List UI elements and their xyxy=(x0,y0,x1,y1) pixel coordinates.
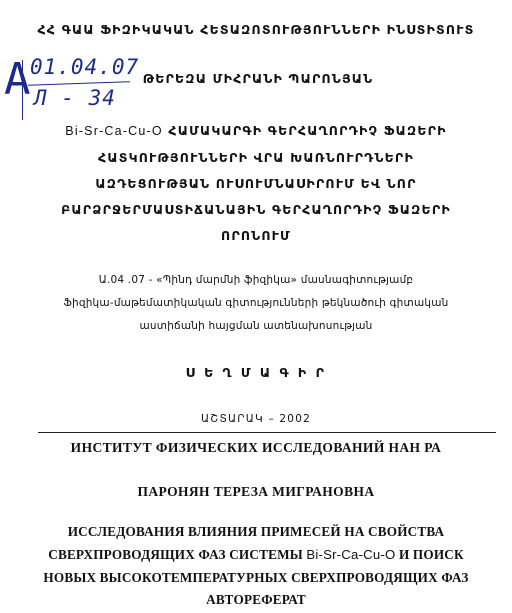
city-year-hy: ԱՇՏԱՐԱԿ – 2002 xyxy=(201,413,311,425)
title-ru-line-2 xyxy=(0,547,512,563)
author-name-hy: ԹԵՐԵԶԱ ՄԻՀՐԱՆԻ ՊԱՐՈՆՅԱՆ xyxy=(142,71,374,86)
title-hy-line-1 xyxy=(0,123,512,138)
specialty-hy-line-2: Ֆիզիկա-մաթեմատիկական գիտությունների թեկնածուի գիտական xyxy=(63,297,449,309)
title-ru-line-1: ИССЛЕДОВАНИЯ ВЛИЯНИЯ ПРИМЕСЕЙ НА СВОЙСТВА xyxy=(67,524,445,539)
specialty-hy-line-1: Ա.04 .07 - «Պինդ մարմնի ֆիզիկա» մասնագիտությամբ xyxy=(98,274,414,286)
title-hy-line-1-text: ՀԱՄԱԿԱՐԳԻ ԳԵՐՀԱՂՈՐԴԻՉ ՖԱԶԵՐԻ xyxy=(162,123,447,138)
separator-rule xyxy=(38,432,496,433)
title-hy-line-2: ՀԱՏԿՈՒԹՅՈՒՆՆԵՐԻ ՎՐԱ ԽԱՌՆՈՒՐԴՆԵՐԻ xyxy=(98,150,414,165)
title-hy-system-formula: Bi-Sr-Ca-Cu-O xyxy=(65,124,163,138)
title-hy-line-3: ԱԶԴԵՑՈՒԹՅԱՆ ՈՒՍՈՒՄՆԱՍԻՐՈՒՄ ԵՎ ՆՈՐ xyxy=(95,176,417,191)
annotation-date: 01.04.07 xyxy=(30,55,140,79)
title-ru-line-2-b: И ПОИСК xyxy=(395,547,464,562)
abstract-label-ru: АВТОРЕФЕРАТ xyxy=(206,592,306,607)
specialty-hy-line-3: աստիճանի հայցման ատենախոսության xyxy=(139,320,373,332)
abstract-label-hy: Ս Ե Ղ Մ Ա Գ Ի Ր xyxy=(185,365,327,380)
annotation-letter: A xyxy=(4,54,31,105)
title-hy-line-4: ԲԱՐՁՐՋԵՐՄԱՍՏԻՃԱՆԱՅԻՆ ԳԵՐՀԱՂՈՐԴԻՉ ՖԱԶԵՐԻ xyxy=(61,202,451,217)
author-name-ru: ПАРОНЯН ТЕРЕЗА МИГРАНОВНА xyxy=(137,484,375,499)
annotation-bracket xyxy=(22,60,23,120)
title-ru-system-formula: Bi-Sr-Ca-Cu-O xyxy=(306,547,396,562)
annotation-code: Л - 34 xyxy=(34,86,116,110)
institute-title-ru: ИНСТИТУТ ФИЗИЧЕСКИХ ИССЛЕДОВАНИЙ НАН РА xyxy=(70,440,442,455)
title-ru-line-2-a: СВЕРХПРОВОДЯЩИХ ФАЗ СИСТЕМЫ xyxy=(48,547,307,562)
title-hy-line-5: ՈՐՈՆՈՒՄ xyxy=(220,228,291,243)
title-ru-line-3: НОВЫХ ВЫСОКОТЕМПЕРАТУРНЫХ СВЕРХПРОВОДЯЩИХ ФАЗ xyxy=(43,570,469,585)
institute-title-hy: ՀՀ ԳԱԱ ՖԻԶԻԿԱԿԱՆ ՀԵՏԱԶՈՏՈՒԹՅՈՒՆՆԵՐԻ ԻՆՍՏԻՏՈՒՏ xyxy=(37,22,475,37)
